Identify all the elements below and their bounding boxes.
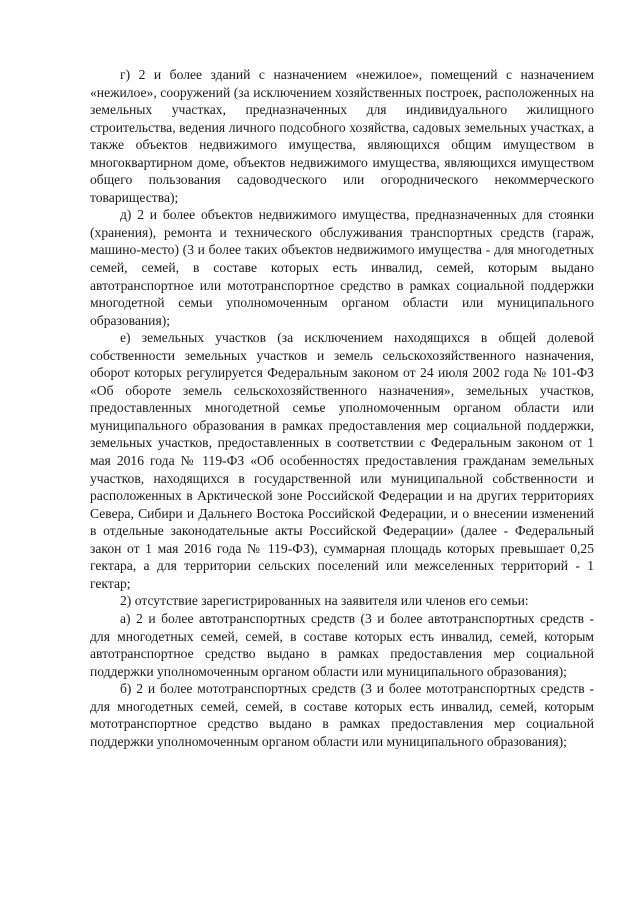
paragraph-e: е) земельных участков (за исключением находящихся в общей долевой собственности земельных участков и земель сельскохозяйственного назначения, оборот которых регулируется Федеральным законом от 24 июля 2002 года № 101-ФЗ «Об обороте земель сельскохозяйственного назначения», земельных участков, предоставленных многодетной семье уполномоченным органом области или муниципального образования в рамках предоставления мер социальной поддержки, земельных участков, предоставленных в соответствии с Федеральным законом от 1 мая 2016 года № 119-ФЗ «Об особенностях предоставления гражданам земельных участков, находящихся в государственной или муниципальной собственности и расположенных в Арктической зоне Российской Федерации и на других территориях Севера, Сибири и Дальнего Востока Российской Федерации, и о внесении изменений в отдельные законодательные акты Российской Федерации» (далее - Федеральный закон от 1 мая 2016 года № 119-ФЗ), суммарная площадь которых превышает 0,25 гектара, а для территории сельских поселений или межселенных территорий - 1 гектар; [90,330,594,591]
paragraph-a: а) 2 и более автотранспортных средств (3 и более автотранспортных средств - для многодетных семей, семей, в составе которых есть инвалид, семей, которым автотранспортное средство выдано в рамках предоставления мер социальной поддержки уполномоченным органом области или муниципального образования); [90,610,594,679]
paragraph-g: г) 2 и более зданий с назначением «нежилое», помещений с назначением «нежилое», сооружений (за исключением хозяйственных построек, расположенных на земельных участках, предназначенных для индивидуального жилищного строительства, ведения личного подсобного хозяйства, садовых земельных участках, а также объектов недвижимого имущества, являющихся общим имуществом в многоквартирном доме, объектов недвижимого имущества, являющихся имуществом общего пользования садоводческого или огороднического некоммерческого товарищества); [90,67,594,205]
paragraph-d: д) 2 и более объектов недвижимого имущества, предназначенных для стоянки (хранения), ремонта и технического обслуживания транспортных средств (гараж, машино-место) (3 и более таких объектов недвижимого имущества - для многодетных семей, семей, в составе которых есть инвалид, семей, которым выдано автотранспортное или мототранспортное средство в рамках социальной поддержки многодетной семьи уполномоченным органом области или муниципального образования); [90,207,594,328]
paragraph-2: 2) отсутствие зарегистрированных на заявителя или членов его семьи: [120,593,529,609]
document-page [90,66,594,750]
paragraph-b: б) 2 и более мототранспортных средств (3 и более мототранспортных средств - для многодетных семей, семей, в составе которых есть инвалид, семей, которым мототранспортное средство выдано в рамках предоставления мер социальной поддержки уполномоченным органом области или муниципального образования); [90,681,594,749]
